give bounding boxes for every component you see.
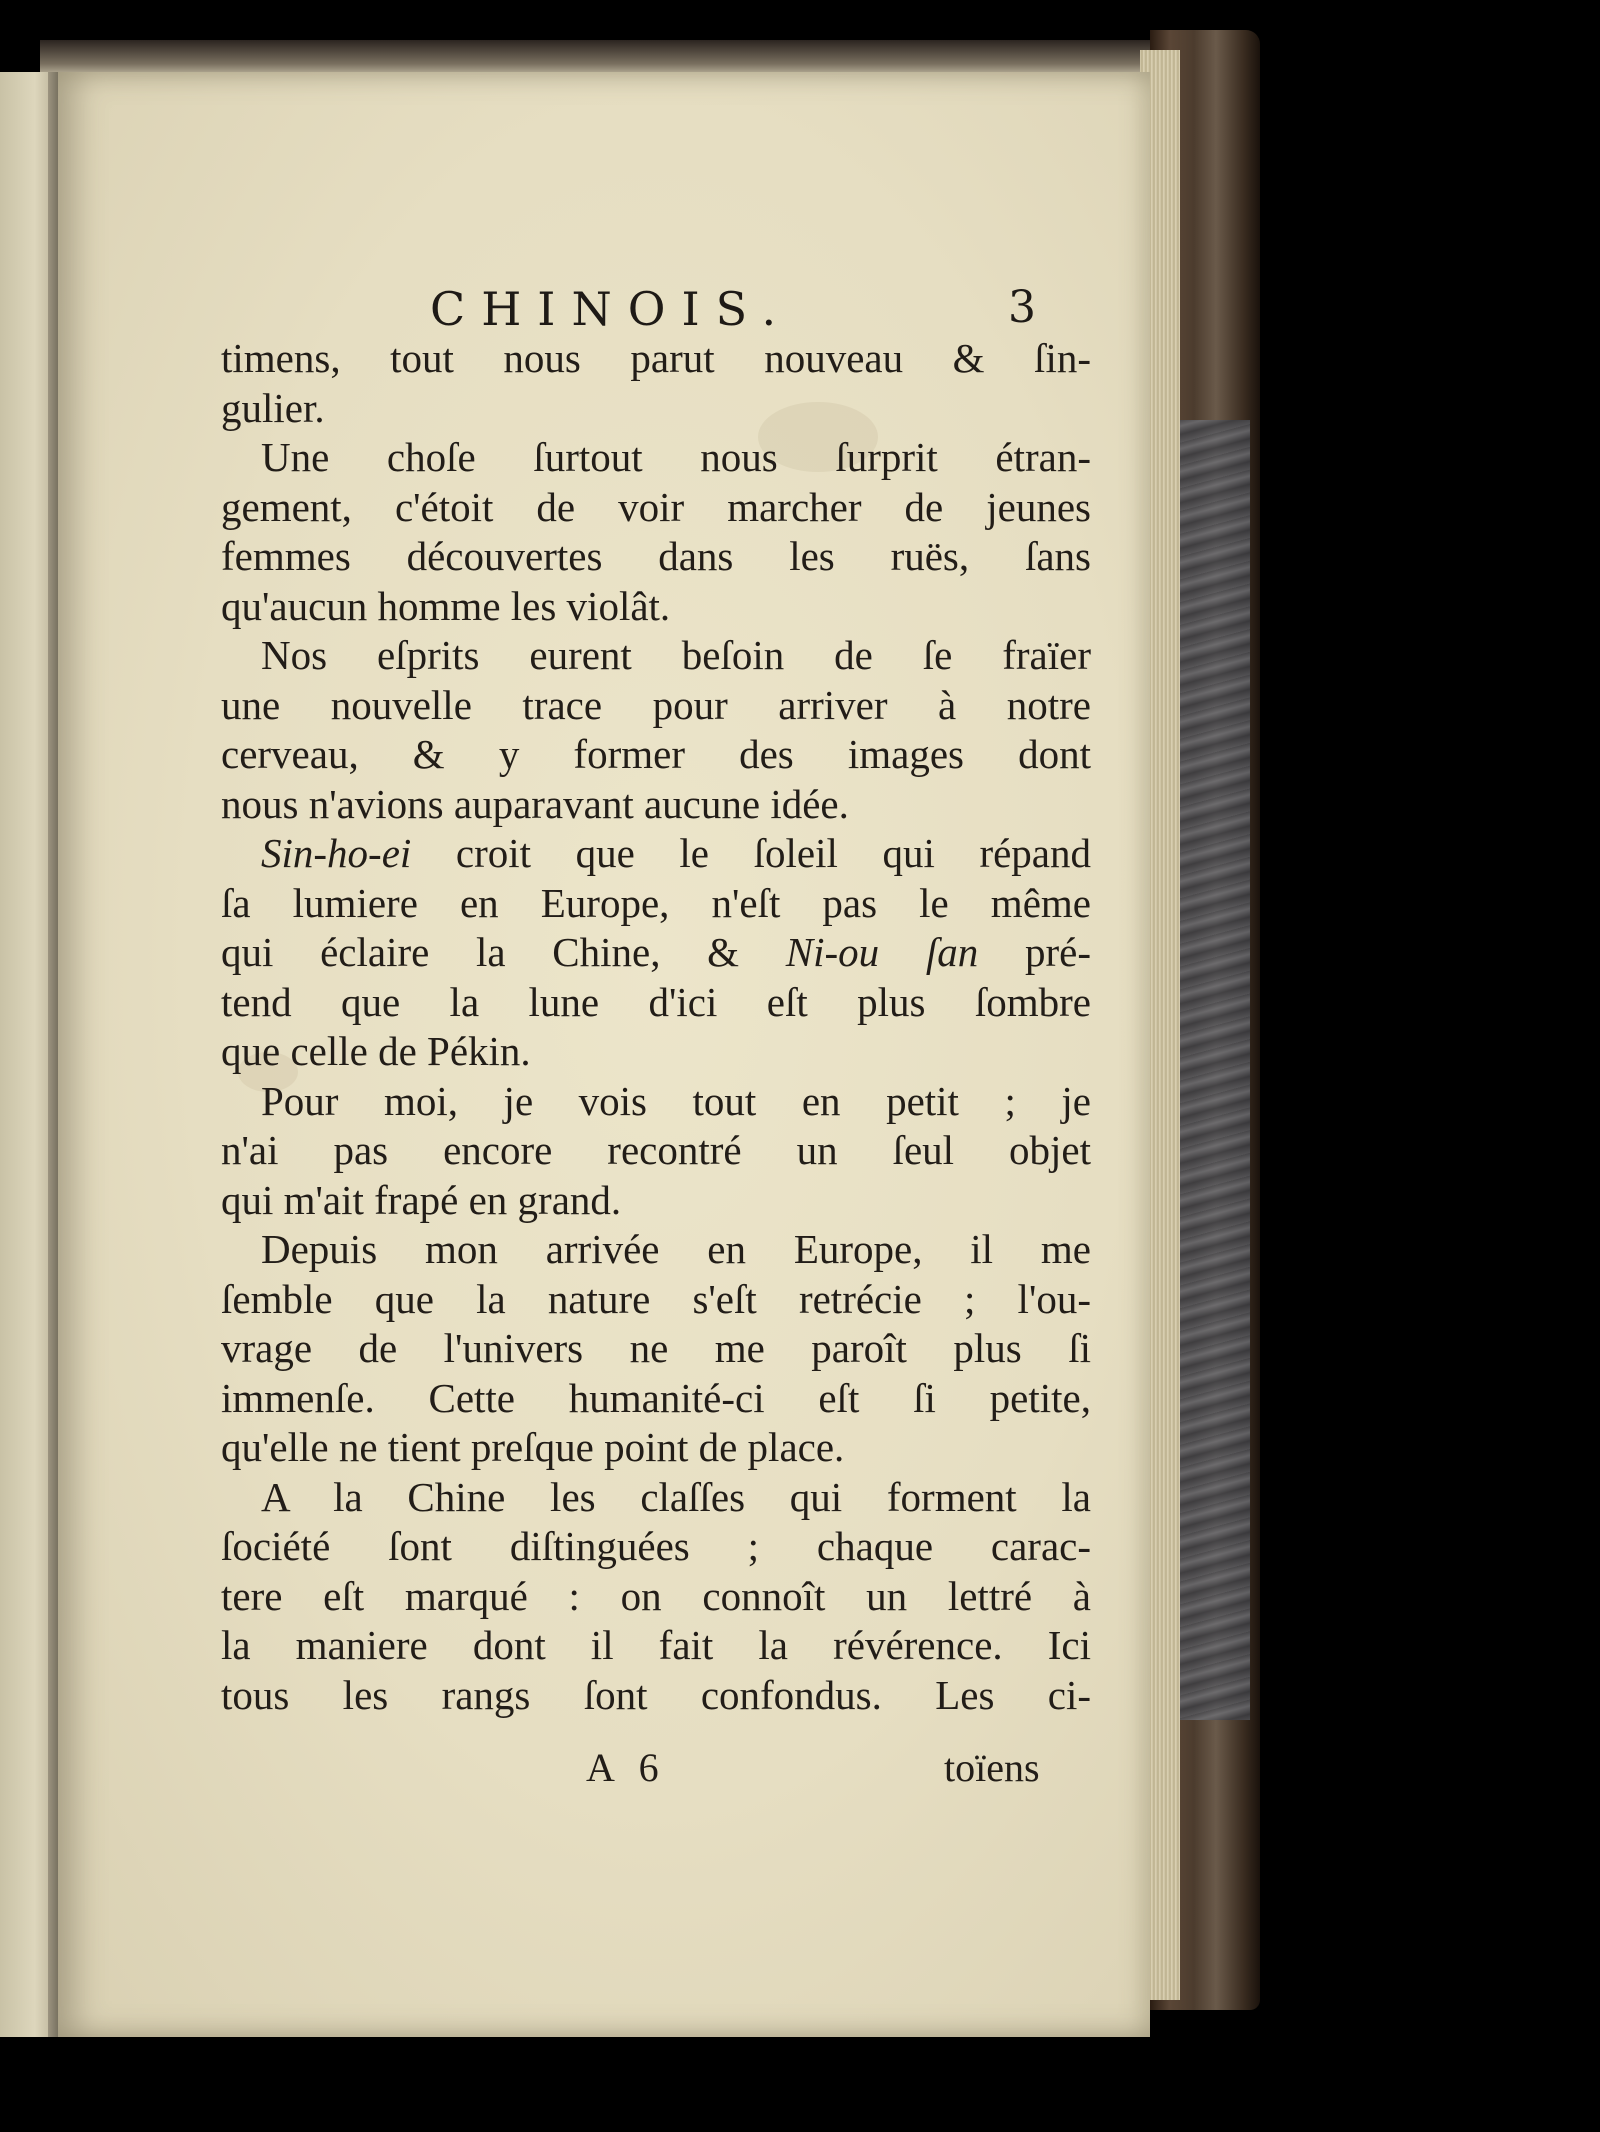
catchword: toïens — [944, 1745, 1040, 1790]
running-head-title: CHINOIS. — [430, 282, 793, 336]
signature-mark: A 6 — [586, 1745, 667, 1790]
italic-name: Ni-ou ſan — [785, 929, 979, 975]
text-line: tous les rangs ſont confondus. Les ci- — [221, 1671, 1091, 1718]
italic-name: Sin-ho-ei — [261, 830, 412, 876]
text-line: qui éclaire la Chine, & Ni-ou ſan pré- — [221, 929, 1091, 975]
text-line: cerveau, & y former des images dont — [221, 731, 1091, 777]
text-line: tend que la lune d'ici eſt plus ſombre — [221, 978, 1091, 1025]
text-line: vrage de l'univers ne me paroît plus ſi — [221, 1325, 1091, 1371]
text-line: nous n'avions auparavant aucune idée. — [221, 780, 849, 827]
text-line: ſociété ſont diſtinguées ; chaque carac- — [221, 1523, 1091, 1569]
body-text — [221, 334, 1091, 1720]
text-line: A la Chine les claſſes qui forment la — [261, 1473, 1091, 1520]
text-line: femmes découvertes dans les ruës, ſans — [221, 533, 1091, 579]
text-line: Pour moi, je vois tout en petit ; je — [261, 1077, 1091, 1124]
text-line: une nouvelle trace pour arriver à notre — [221, 681, 1091, 728]
text-line: timens, tout nous parut nouveau & ſin- — [221, 335, 1091, 381]
text-line: qu'aucun homme les violât. — [221, 582, 671, 629]
text-line: qui m'ait frapé en grand. — [221, 1176, 622, 1223]
text-line: que celle de Pékin. — [221, 1028, 531, 1074]
text-line: Nos eſprits eurent beſoin de ſe fraïer — [261, 632, 1091, 678]
text-line: gulier. — [221, 384, 325, 431]
marbled-cover-edge — [1180, 420, 1250, 1720]
text-line: qu'elle ne tient preſque point de place. — [221, 1424, 845, 1470]
running-head — [58, 282, 1150, 342]
text-line: ſa lumiere en Europe, n'eſt pas le même — [221, 879, 1091, 926]
text-line: Une choſe ſurtout nous ſurprit étran- — [261, 434, 1091, 480]
text-line: immenſe. Cette humanité-ci eſt ſi petite, — [221, 1374, 1091, 1421]
text-line: gement, c'étoit de voir marcher de jeunes — [221, 483, 1091, 530]
text-line: Depuis mon arrivée en Europe, il me — [261, 1226, 1091, 1272]
page-number: 3 — [1008, 282, 1036, 333]
text-line: tere eſt marqué : on connoît un lettré à — [221, 1572, 1091, 1619]
text-line: n'ai pas encore recontré un ſeul objet — [221, 1127, 1091, 1173]
text-line: Sin-ho-ei croit que le ſoleil qui répand — [261, 830, 1091, 876]
page-footer — [58, 1744, 1150, 1794]
text-line: ſemble que la nature s'eſt retrécie ; l'ou- — [221, 1275, 1091, 1322]
text-line: la maniere dont il fait la révérence. Ici — [221, 1622, 1091, 1668]
book-page — [58, 72, 1150, 2037]
